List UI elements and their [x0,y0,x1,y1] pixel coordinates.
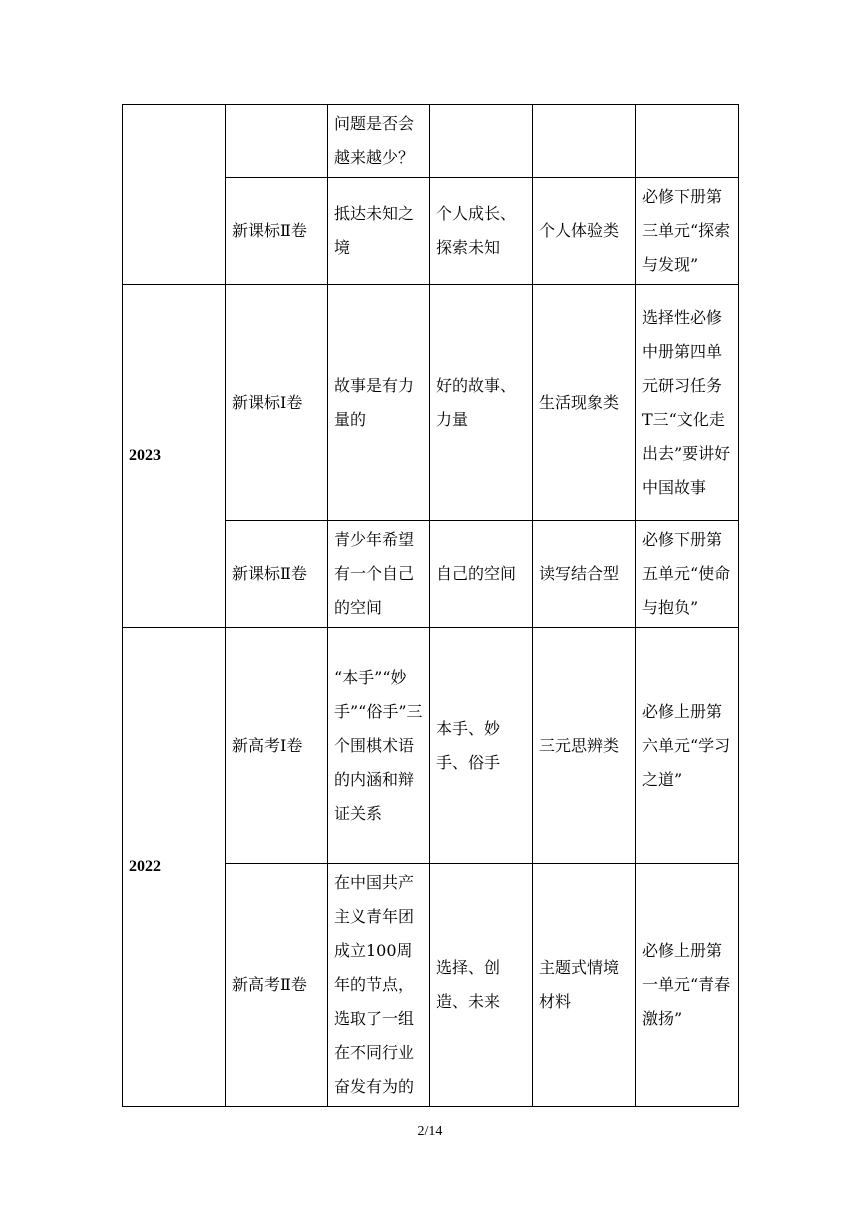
textbook-cell [636,105,739,178]
topic-cell: 抵达未知之境 [328,178,430,285]
year-cell: 2023 [123,285,226,628]
textbook-cell: 必修上册第一单元“青春激扬” [636,864,739,1107]
paper-cell: 新课标Ⅱ卷 [226,178,328,285]
table-row [123,628,739,864]
textbook-cell: 必修下册第五单元“使命与抱负” [636,521,739,628]
keywords-cell [430,105,533,178]
paper-cell [226,105,328,178]
topic-cell: 故事是有力量的 [328,285,430,521]
paper-cell: 新高考Ⅰ卷 [226,628,328,864]
table-row [123,285,739,521]
textbook-cell: 必修上册第六单元“学习之道” [636,628,739,864]
type-cell: 主题式情境材料 [533,864,636,1107]
exam-topic-table [122,104,739,1107]
topic-cell: 问题是否会越来越少？ [328,105,430,178]
keywords-cell: 选择、创造、未来 [430,864,533,1107]
topic-cell: “本手”“妙手”“俗手”三个围棋术语的内涵和辩证关系 [328,628,430,864]
page-number: 2/14 [417,1124,443,1139]
keywords-cell: 个人成长、探索未知 [430,178,533,285]
type-cell: 三元思辨类 [533,628,636,864]
type-cell: 读写结合型 [533,521,636,628]
type-cell: 个人体验类 [533,178,636,285]
year-cell [123,105,226,285]
keywords-cell: 本手、妙手、俗手 [430,628,533,864]
topic-cell: 在中国共产主义青年团成立100周年的节点，选取了一组在不同行业奋发有为的 [328,864,430,1107]
textbook-cell: 必修下册第三单元“探索与发现” [636,178,739,285]
keywords-cell: 好的故事、力量 [430,285,533,521]
paper-cell: 新高考Ⅱ卷 [226,864,328,1107]
table-row [123,105,739,178]
type-cell [533,105,636,178]
year-cell: 2022 [123,628,226,1107]
paper-cell: 新课标Ⅱ卷 [226,521,328,628]
topic-cell: 青少年希望有一个自己的空间 [328,521,430,628]
paper-cell: 新课标Ⅰ卷 [226,285,328,521]
textbook-cell: 选择性必修中册第四单元研习任务T三“文化走出去”要讲好中国故事 [636,285,739,521]
keywords-cell: 自己的空间 [430,521,533,628]
type-cell: 生活现象类 [533,285,636,521]
